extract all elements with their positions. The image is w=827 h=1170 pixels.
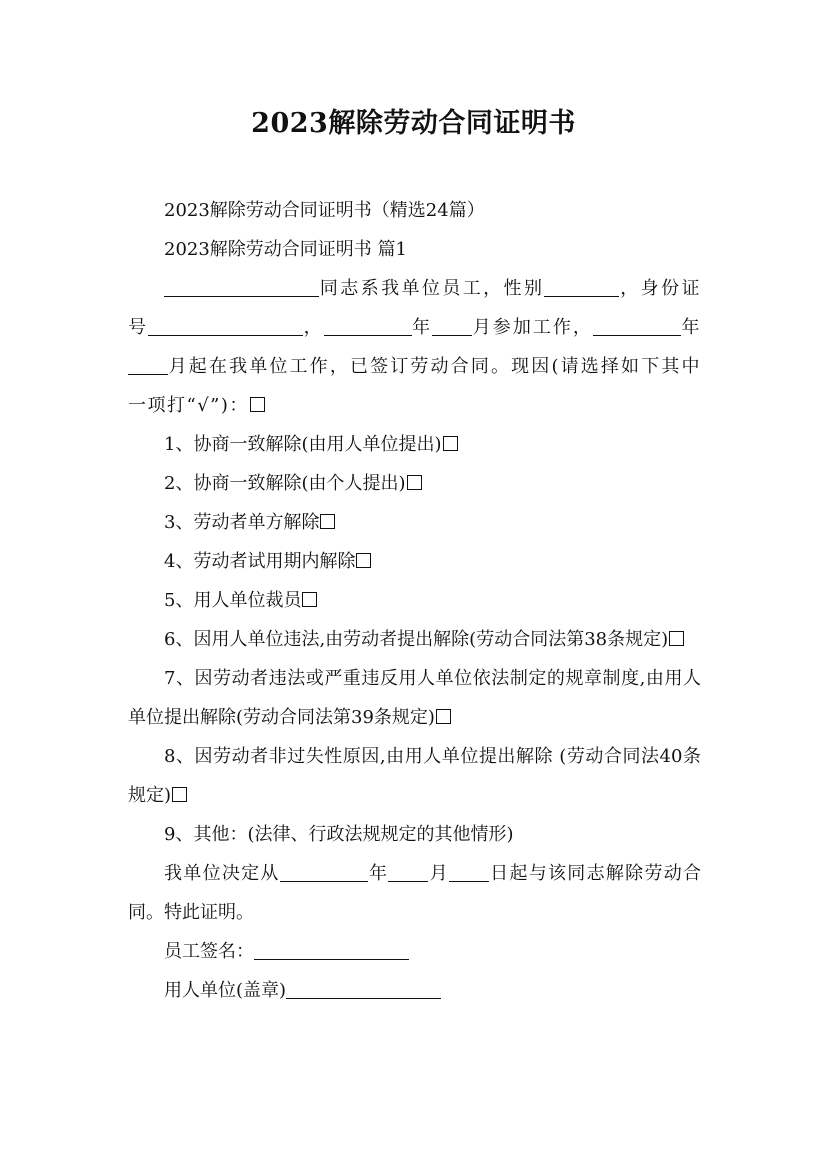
option-label-8: 8、因劳动者非过失性原因,由用人单位提出解除 (劳动合同法40条规定) [128,746,701,806]
option-item [128,464,701,503]
document-title: 2023解除劳动合同证明书 [251,108,576,139]
intro-text-7: 月起在我单位工作，已签订劳动合同。现因(请选择如下其中一项打“√”)： [128,356,701,416]
decision-text-2: 年 [367,863,389,884]
id-number-blank[interactable] [148,316,303,336]
decision-text-4: 日起与该同志解除劳动合同。特此证明。 [128,863,702,923]
intro-text-5: 月参加工作， [472,317,593,338]
employee-signature-line [128,932,701,971]
option-label-4: 4、劳动者试用期内解除 [164,551,356,572]
option-item [128,737,701,815]
section-heading: 2023解除劳动合同证明书 篇1 [164,239,407,260]
option-item [128,620,701,659]
option-label-7: 7、因劳动者违法或严重违反用人单位依法制定的规章制度,由用人单位提出解除(劳动合同法第39条规定) [128,668,701,728]
intro-paragraph [128,269,701,425]
checkbox-icon[interactable] [356,553,371,568]
checkbox-icon[interactable] [436,709,451,724]
employer-seal-label: 用人单位(盖章) [164,980,287,1001]
checkbox-icon[interactable] [320,514,335,529]
option-label-3: 3、劳动者单方解除 [164,512,320,533]
checkbox-icon[interactable] [669,631,684,646]
end-day-blank[interactable] [449,862,489,882]
start-year-blank[interactable] [324,316,412,336]
option-label-5: 5、用人单位裁员 [164,590,302,611]
document-subtitle: 2023解除劳动合同证明书（精选24篇） [164,200,485,221]
intro-text-1: 同志系我单位员工，性别 [319,278,545,299]
checkbox-icon[interactable] [302,592,317,607]
intro-text-2: ，身份证号 [128,278,701,338]
option-label-6: 6、因用人单位违法,由劳动者提出解除(劳动合同法第38条规定) [164,629,669,650]
option-label-2: 2、协商一致解除(由个人提出) [164,473,406,494]
checkbox-icon[interactable] [172,787,187,802]
employee-signature-label: 员工签名： [164,941,254,962]
option-item [128,659,701,737]
option-label-1: 1、协商一致解除(由用人单位提出) [164,434,442,455]
join-month-blank[interactable] [128,355,168,375]
end-year-blank[interactable] [280,862,368,882]
checkbox-icon[interactable] [443,436,458,451]
decision-paragraph [128,854,701,932]
decision-text-3: 月 [428,863,449,884]
name-blank[interactable] [164,277,319,297]
employer-seal-blank[interactable] [286,979,441,999]
join-year-blank[interactable] [593,316,681,336]
start-month-blank[interactable] [432,316,472,336]
option-item [128,425,701,464]
decision-text-1: 我单位决定从 [164,863,280,884]
option-item [128,542,701,581]
gender-blank[interactable] [544,277,619,297]
checkbox-icon[interactable] [407,475,422,490]
end-month-blank[interactable] [388,862,428,882]
option-item [128,581,701,620]
option-item-other: 9、其他：(法律、行政法规规定的其他情形) [164,824,514,845]
option-item [128,503,701,542]
employer-seal-line [128,971,701,1010]
employee-signature-blank[interactable] [254,940,409,960]
checkbox-icon[interactable] [250,397,265,412]
intro-text-3: ， [303,317,324,338]
intro-text-6: 年 [680,317,702,338]
intro-text-4: 年 [411,317,433,338]
document-body [128,191,701,1010]
